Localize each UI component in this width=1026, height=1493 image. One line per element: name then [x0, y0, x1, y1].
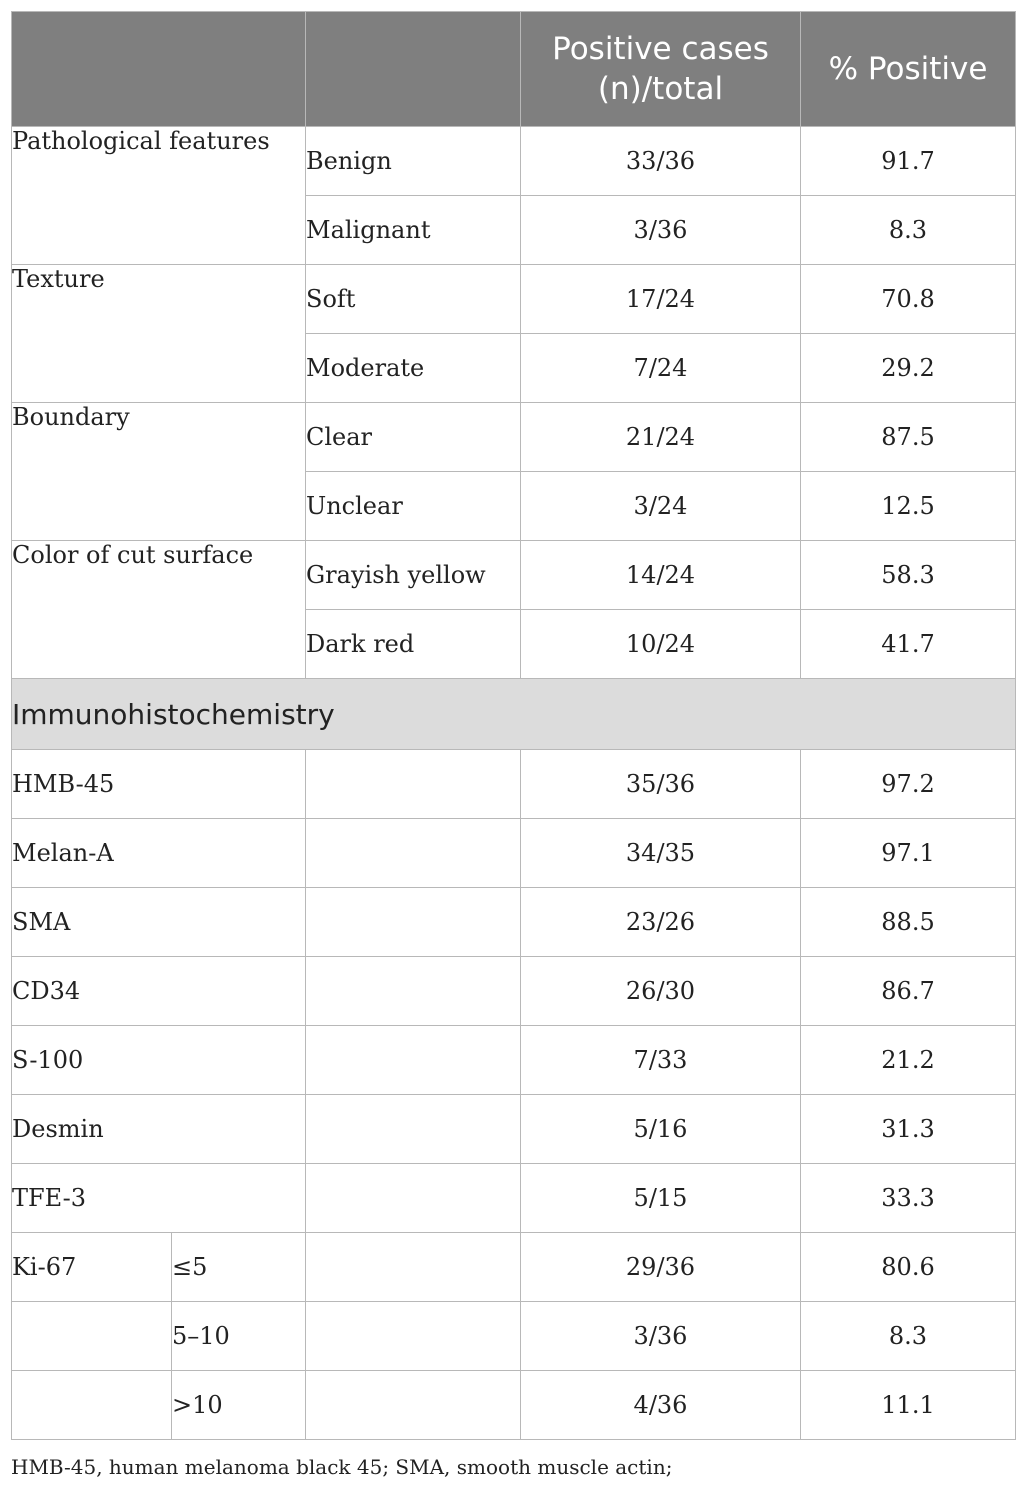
marker-label: CD34	[12, 957, 306, 1026]
table-row	[12, 1095, 1016, 1164]
percent-cell: 11.1	[801, 1371, 1016, 1440]
header-blank-1	[12, 12, 306, 127]
ratio-cell: 33/36	[521, 127, 801, 196]
percent-cell: 70.8	[801, 265, 1016, 334]
empty-cell	[306, 1302, 521, 1371]
marker-label: Ki-67	[12, 1233, 172, 1302]
table-row	[12, 957, 1016, 1026]
percent-cell: 8.3	[801, 1302, 1016, 1371]
percent-cell: 91.7	[801, 127, 1016, 196]
table-row	[12, 819, 1016, 888]
table-footnote: HMB-45, human melanoma black 45; SMA, smooth muscle actin;	[11, 1455, 673, 1479]
percent-cell: 41.7	[801, 610, 1016, 679]
category-label: Boundary	[12, 403, 306, 541]
range-label: ≤5	[172, 1233, 306, 1302]
subcategory-label: Malignant	[306, 196, 521, 265]
percent-cell: 31.3	[801, 1095, 1016, 1164]
marker-label: SMA	[12, 888, 306, 957]
table-row	[12, 1026, 1016, 1095]
category-label: Color of cut surface	[12, 541, 306, 679]
marker-label: Desmin	[12, 1095, 306, 1164]
subcategory-label: Grayish yellow	[306, 541, 521, 610]
empty-cell	[306, 1164, 521, 1233]
ratio-cell: 3/24	[521, 472, 801, 541]
category-label: Pathological features	[12, 127, 306, 265]
ratio-cell: 26/30	[521, 957, 801, 1026]
percent-cell: 97.2	[801, 750, 1016, 819]
table-row	[12, 403, 1016, 472]
data-table	[11, 11, 1016, 1440]
table-row	[12, 541, 1016, 610]
ratio-cell: 4/36	[521, 1371, 801, 1440]
subcategory-label: Soft	[306, 265, 521, 334]
percent-cell: 97.1	[801, 819, 1016, 888]
header-row	[12, 12, 1016, 127]
ratio-cell: 10/24	[521, 610, 801, 679]
header-positive-cases: Positive cases (n)/total	[521, 12, 801, 127]
table-row	[12, 127, 1016, 196]
empty-cell	[12, 1302, 172, 1371]
subcategory-label: Clear	[306, 403, 521, 472]
table-row	[12, 1302, 1016, 1371]
empty-cell	[306, 1026, 521, 1095]
category-label: Texture	[12, 265, 306, 403]
empty-cell	[306, 819, 521, 888]
ratio-cell: 3/36	[521, 196, 801, 265]
percent-cell: 88.5	[801, 888, 1016, 957]
ratio-cell: 17/24	[521, 265, 801, 334]
ratio-cell: 34/35	[521, 819, 801, 888]
header-blank-2	[306, 12, 521, 127]
range-label: >10	[172, 1371, 306, 1440]
empty-cell	[306, 1095, 521, 1164]
subcategory-label: Dark red	[306, 610, 521, 679]
table-row	[12, 1164, 1016, 1233]
percent-cell: 21.2	[801, 1026, 1016, 1095]
ratio-cell: 3/36	[521, 1302, 801, 1371]
table-row	[12, 1371, 1016, 1440]
ratio-cell: 21/24	[521, 403, 801, 472]
header-percent-positive: % Positive	[801, 12, 1016, 127]
section-title: Immunohistochemistry	[12, 679, 1016, 750]
percent-cell: 86.7	[801, 957, 1016, 1026]
ratio-cell: 23/26	[521, 888, 801, 957]
marker-label: S-100	[12, 1026, 306, 1095]
percent-cell: 8.3	[801, 196, 1016, 265]
percent-cell: 12.5	[801, 472, 1016, 541]
ratio-cell: 35/36	[521, 750, 801, 819]
empty-cell	[306, 750, 521, 819]
section-row	[12, 679, 1016, 750]
empty-cell	[306, 1371, 521, 1440]
table-row	[12, 750, 1016, 819]
empty-cell	[306, 888, 521, 957]
percent-cell: 80.6	[801, 1233, 1016, 1302]
empty-cell	[306, 1233, 521, 1302]
subcategory-label: Unclear	[306, 472, 521, 541]
ratio-cell: 7/33	[521, 1026, 801, 1095]
subcategory-label: Benign	[306, 127, 521, 196]
range-label: 5–10	[172, 1302, 306, 1371]
ratio-cell: 14/24	[521, 541, 801, 610]
table-row	[12, 888, 1016, 957]
table-row	[12, 1233, 1016, 1302]
percent-cell: 58.3	[801, 541, 1016, 610]
percent-cell: 33.3	[801, 1164, 1016, 1233]
ratio-cell: 5/16	[521, 1095, 801, 1164]
marker-label: TFE-3	[12, 1164, 306, 1233]
ratio-cell: 29/36	[521, 1233, 801, 1302]
empty-cell	[306, 957, 521, 1026]
marker-label: HMB-45	[12, 750, 306, 819]
marker-label: Melan-A	[12, 819, 306, 888]
percent-cell: 29.2	[801, 334, 1016, 403]
ratio-cell: 5/15	[521, 1164, 801, 1233]
table-row	[12, 265, 1016, 334]
empty-cell	[12, 1371, 172, 1440]
percent-cell: 87.5	[801, 403, 1016, 472]
subcategory-label: Moderate	[306, 334, 521, 403]
ratio-cell: 7/24	[521, 334, 801, 403]
